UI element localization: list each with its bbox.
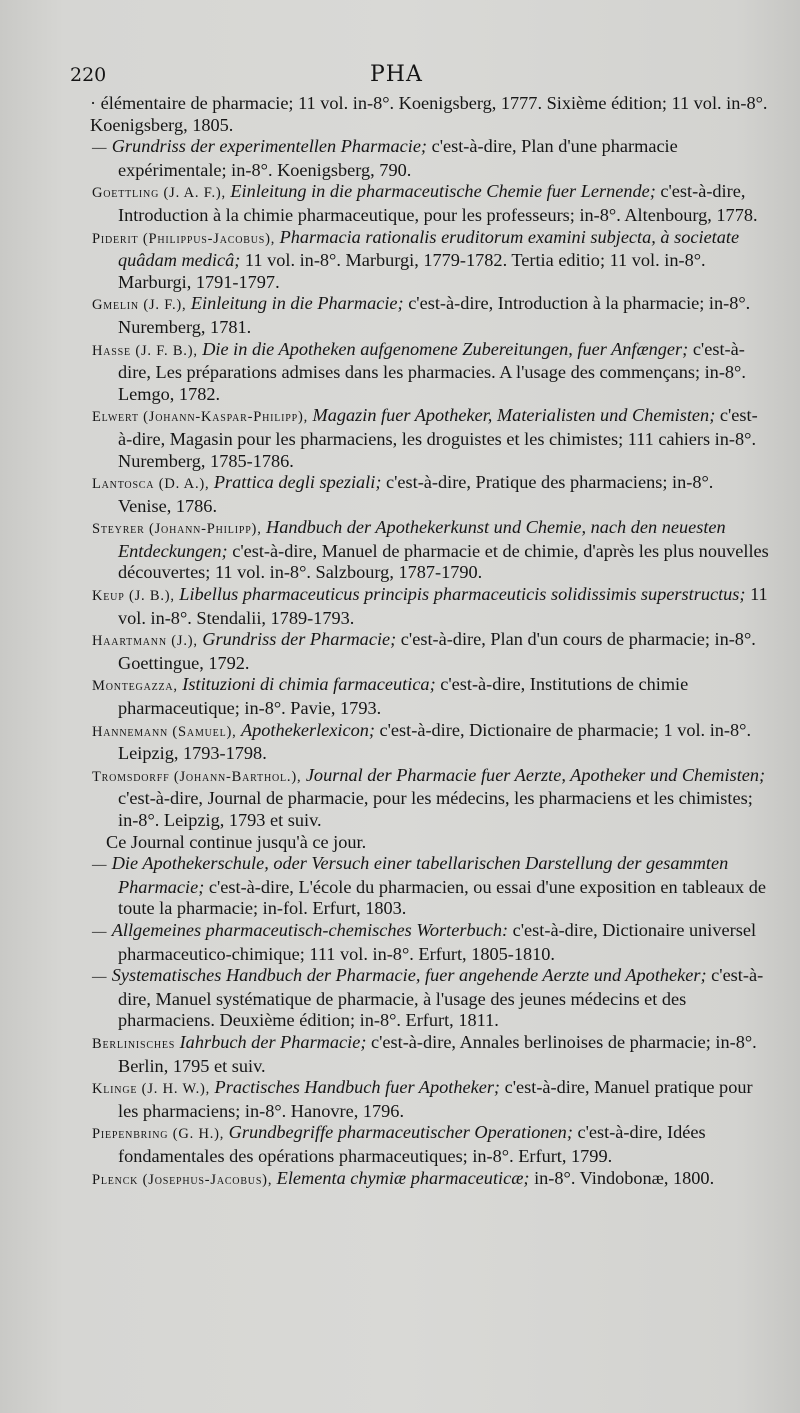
entry-text: 11 vol. in-8°. Stendalii, 1789-1793.: [118, 584, 768, 628]
entry-text: c'est-à-dire, Introduction à la chimie pharmaceutique, pour les professeurs; in-8°. Altenbourg, 1778.: [118, 181, 758, 225]
bibliography-entry: [92, 832, 770, 854]
entry-text: c'est-à-dire, Institutions de chimie pharmaceutique; in-8°. Pavie, 1793.: [118, 674, 689, 719]
entry-title: Grundbegriffe pharmaceutischer Operationen;: [228, 1122, 573, 1143]
entry-title: Istituzioni di chimia farmaceutica;: [182, 674, 436, 695]
bibliography-entry: [92, 584, 770, 629]
entry-author: Keup (J. B.),: [92, 588, 180, 605]
entry-text: c'est-à-dire, Magasin pour les pharmaciens, les droguistes et les chimistes; 111 cahiers in-8°. Nuremberg, 1785-1786.: [118, 405, 758, 471]
bibliography-entry: [92, 181, 770, 226]
entry-text: c'est-à-dire, Dictionaire universel pharmaceutico-chimique; 111 vol. in-8°. Erfurt, 1805-1810.: [118, 919, 757, 964]
entry-author: Lantosca (D. A.),: [92, 476, 214, 493]
entry-title: Iahrbuch der Pharmacie;: [179, 1031, 367, 1052]
entry-title: Elementa chymiæ pharmaceuticæ;: [276, 1167, 530, 1188]
entry-author: —: [92, 140, 112, 157]
entry-title: Libellus pharmaceuticus principis pharmaceuticis solidissimis superstructus;: [179, 584, 746, 605]
entry-text: Ce Journal continue jusqu'à ce jour.: [106, 831, 367, 852]
entry-text: c'est-à-dire, Plan d'une pharmacie expérimentale; in-8°. Koenigsberg, 790.: [118, 136, 678, 180]
entry-author: Haartmann (J.),: [92, 633, 203, 650]
entry-text: c'est-à-dire, Dictionaire de pharmacie; 1 vol. in-8°. Leipzig, 1793-1798.: [118, 719, 752, 764]
entry-title: Apothekerlexicon;: [240, 719, 375, 740]
entry-text: 11 vol. in-8°. Marburgi, 1779-1782. Tertia editio; 11 vol. in-8°. Marburgi, 1791-1797.: [118, 250, 706, 292]
entry-title: Systematisches Handbuch der Pharmacie, fuer angehende Aerzte und Apotheker;: [111, 965, 707, 986]
bibliography-entry: [90, 93, 770, 136]
entry-author: Piepenbring (G. H.),: [92, 1126, 229, 1143]
bibliography-entry: [92, 1168, 770, 1192]
entry-text: c'est-à-dire, Manuel pratique pour les pharmaciens; in-8°. Hanovre, 1796.: [118, 1077, 753, 1121]
entry-text: c'est-à-dire, Journal de pharmacie, pour les médecins, les pharmaciens et les chimistes; in-8°. Leipzig, 1793 et suiv.: [118, 788, 753, 830]
entry-text: c'est-à-dire, Manuel systématique de pharmacie, à l'usage des jeunes médecins et des pharmaciens. Deuxième édition; in-8°. Erfurt, 1811.: [118, 965, 764, 1031]
entry-author: Steyrer (Johann-Philipp),: [92, 521, 267, 538]
bibliography-entry: [92, 674, 770, 719]
entry-author: Tromsdorff (Johann-Barthol.),: [92, 768, 306, 785]
bibliography-entry: [92, 472, 770, 517]
entry-author: Berlinisches: [92, 1035, 180, 1052]
entry-author: Hannemann (Samuel),: [92, 723, 241, 740]
entry-text: in-8°. Vindobonæ, 1800.: [529, 1167, 715, 1188]
bibliography-entry: [92, 920, 770, 965]
entry-author: —: [92, 923, 112, 940]
entry-text: c'est-à-dire, Idées fondamentales des opérations pharmaceutiques; in-8°. Erfurt, 1799.: [118, 1122, 706, 1166]
entry-title: Handbuch der Apothekerkunst und Chemie, nach den neuesten Entdeckungen;: [118, 517, 726, 561]
bibliography-entry: [92, 629, 770, 674]
bibliography-entry: [92, 1032, 770, 1077]
entry-author: Montegazza,: [92, 678, 183, 695]
bibliography-entry: [92, 965, 770, 1032]
entry-title: Pharmacia rationalis eruditorum examini subjecta, à societate quâdam medicâ;: [118, 226, 740, 271]
entry-author: Elwert (Johann-Kaspar-Philipp),: [92, 409, 313, 426]
entry-text: c'est-à-dire, Introduction à la pharmacie; in-8°. Nuremberg, 1781.: [118, 293, 751, 337]
entry-author: Plenck (Josephus-Jacobus),: [92, 1171, 277, 1188]
bibliography-entry: [92, 339, 770, 406]
entry-text: c'est-à-dire, Manuel de pharmacie et de chimie, d'après les plus nouvelles découvertes; 11 vol. in-8°. Salzbourg, 1787-1790.: [118, 540, 769, 583]
bibliography-entry: [92, 293, 770, 338]
bibliography-entry: [92, 853, 770, 920]
bibliography-list: [92, 93, 770, 1191]
entry-author: —: [92, 969, 112, 986]
entry-author: Piderit (Philippus-Jacobus),: [92, 230, 280, 247]
entry-title: Die in die Apotheken aufgenomene Zubereitungen, fuer Anfænger;: [202, 338, 689, 359]
entry-text: c'est-à-dire, Plan d'un cours de pharmacie; in-8°. Goettingue, 1792.: [118, 629, 756, 673]
page-header: [70, 62, 770, 92]
entry-author: Gmelin (J. F.),: [92, 297, 191, 314]
entry-text: c'est-à-dire, L'école du pharmacien, ou essai d'une exposition en tableaux de toute la pharmacie; in-fol. Erfurt, 1803.: [118, 876, 766, 919]
bibliography-entry: [92, 405, 770, 472]
entry-title: Practisches Handbuch fuer Apotheker;: [214, 1077, 501, 1098]
entry-author: Goettling (J. A. F.),: [92, 185, 231, 202]
entry-title: Journal der Pharmacie fuer Aerzte, Apotheker und Chemisten;: [305, 764, 766, 785]
entry-author: Hasse (J. F. B.),: [92, 342, 203, 359]
entry-title: Prattica degli speziali;: [213, 472, 382, 493]
entry-title: Grundriss der Pharmacie;: [202, 629, 397, 650]
entry-author: —: [92, 857, 112, 874]
bibliography-entry: [92, 136, 770, 181]
running-head: PHA: [370, 62, 423, 87]
entry-title: Einleitung in die pharmaceutische Chemie fuer Lernende;: [230, 181, 656, 202]
bibliography-entry: [92, 1077, 770, 1122]
entry-text: c'est-à-dire, Annales berlinoises de pharmacie; in-8°. Berlin, 1795 et suiv.: [118, 1031, 757, 1076]
entry-title: Allgemeines pharmaceutisch-chemisches Worterbuch:: [111, 919, 509, 940]
page-number: 220: [70, 64, 107, 86]
entry-title: Grundriss der experimentellen Pharmacie;: [111, 136, 428, 157]
entry-title: Magazin fuer Apotheker, Materialisten und Chemisten;: [312, 405, 716, 426]
entry-title: Die Apothekerschule, oder Versuch einer tabellarischen Darstellung der gesammten Pharmacie;: [111, 853, 729, 897]
entry-text: c'est-à-dire, Les préparations admises dans les pharmacies. A l'usage des commençans; in-8°. Lemgo, 1782.: [118, 338, 746, 404]
bibliography-entry: [92, 765, 770, 832]
entry-title: Einleitung in die Pharmacie;: [190, 293, 404, 314]
entry-text: · élémentaire de pharmacie; 11 vol. in-8°. Koenigsberg, 1777. Sixième édition; 11 vol. in-8°. Koenigsberg, 1805.: [90, 93, 768, 135]
bibliography-entry: [92, 227, 770, 294]
bibliography-entry: [92, 1122, 770, 1167]
entry-text: c'est-à-dire, Pratique des pharmaciens; in-8°. Venise, 1786.: [118, 472, 714, 516]
bibliography-entry: [92, 720, 770, 765]
bibliography-entry: [92, 517, 770, 584]
entry-author: Klinge (J. H. W.),: [92, 1081, 215, 1098]
